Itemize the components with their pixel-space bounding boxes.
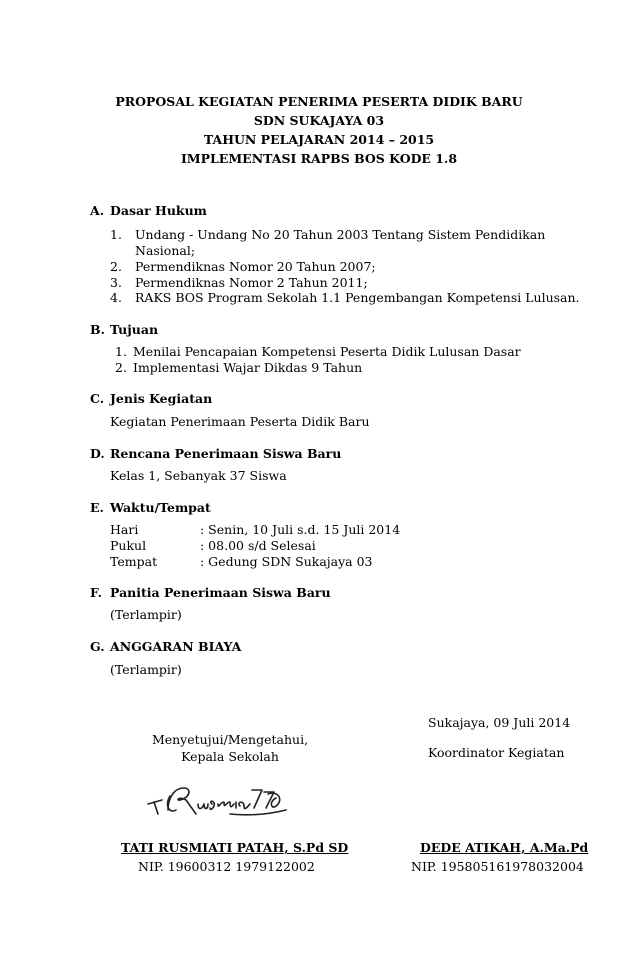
section-g-letter: G. [90, 639, 105, 654]
list-item: Implementasi Wajar Dikdas 9 Tahun [133, 360, 363, 375]
schedule-label: Pukul [110, 538, 147, 553]
list-item-number: 2. [115, 360, 127, 375]
list-item-number: 1. [115, 344, 127, 359]
title-line-4: IMPLEMENTASI RAPBS BOS KODE 1.8 [180, 151, 458, 166]
section-a-title: Dasar Hukum [110, 203, 207, 218]
left-signature-block [130, 732, 330, 764]
section-d-body: Kelas 1, Sebanyak 37 Siswa [110, 468, 287, 483]
principal-nip: NIP. 19600312 1979122002 [138, 859, 315, 874]
section-f-body: (Terlampir) [110, 607, 182, 622]
schedule-value: : 08.00 s/d Selesai [200, 538, 316, 553]
coordinator-nip: NIP. 195805161978032004 [411, 859, 584, 874]
list-item-continuation: Nasional; [135, 243, 196, 258]
section-d-letter: D. [90, 446, 105, 461]
section-c-body: Kegiatan Penerimaan Peserta Didik Baru [110, 414, 370, 429]
handwritten-signature [140, 770, 290, 830]
list-item-number: 2. [110, 259, 122, 274]
schedule-label: Hari [110, 522, 139, 537]
section-c-title: Jenis Kegiatan [110, 391, 213, 406]
section-d-title: Rencana Penerimaan Siswa Baru [110, 446, 342, 461]
list-item-number: 1. [110, 227, 122, 242]
list-item: Permendiknas Nomor 20 Tahun 2007; [135, 259, 376, 274]
section-a-letter: A. [90, 203, 105, 218]
section-f-letter: F. [90, 585, 102, 600]
section-g-title: ANGGARAN BIAYA [110, 639, 242, 654]
section-b-letter: B. [90, 322, 105, 337]
schedule-value: : Gedung SDN Sukajaya 03 [200, 554, 373, 569]
coordinator-role: Koordinator Kegiatan [428, 745, 565, 760]
section-b-title: Tujuan [110, 322, 159, 337]
schedule-value: : Senin, 10 Juli s.d. 15 Juli 2014 [200, 522, 401, 537]
title-line-3: TAHUN PELAJARAN 2014 – 2015 [203, 132, 435, 147]
list-item: Permendiknas Nomor 2 Tahun 2011; [135, 275, 368, 290]
principal-role: Kepala Sekolah [181, 749, 279, 764]
section-c-letter: C. [90, 391, 105, 406]
section-g-body: (Terlampir) [110, 662, 182, 677]
section-e-title: Waktu/Tempat [110, 500, 211, 515]
list-item: RAKS BOS Program Sekolah 1.1 Pengembangan Kompetensi Lulusan. [135, 290, 580, 305]
principal-name: TATI RUSMIATI PATAH, S.Pd SD [121, 840, 349, 855]
list-item: Undang - Undang No 20 Tahun 2003 Tentang Sistem Pendidikan [135, 227, 546, 242]
title-line-1: PROPOSAL KEGIATAN PENERIMA PESERTA DIDIK BARU [115, 94, 523, 109]
list-item-number: 3. [110, 275, 122, 290]
coordinator-name: DEDE ATIKAH, A.Ma.Pd [420, 840, 589, 855]
place-date: Sukajaya, 09 Juli 2014 [428, 715, 571, 730]
schedule-label: Tempat [110, 554, 158, 569]
section-f-title: Panitia Penerimaan Siswa Baru [110, 585, 331, 600]
list-item: Menilai Pencapaian Kompetensi Peserta Didik Lulusan Dasar [133, 344, 521, 359]
list-item-number: 4. [110, 290, 122, 305]
title-line-2: SDN SUKAJAYA 03 [253, 113, 385, 128]
section-e-letter: E. [90, 500, 104, 515]
approval-label: Menyetujui/Mengetahui, [151, 732, 309, 747]
